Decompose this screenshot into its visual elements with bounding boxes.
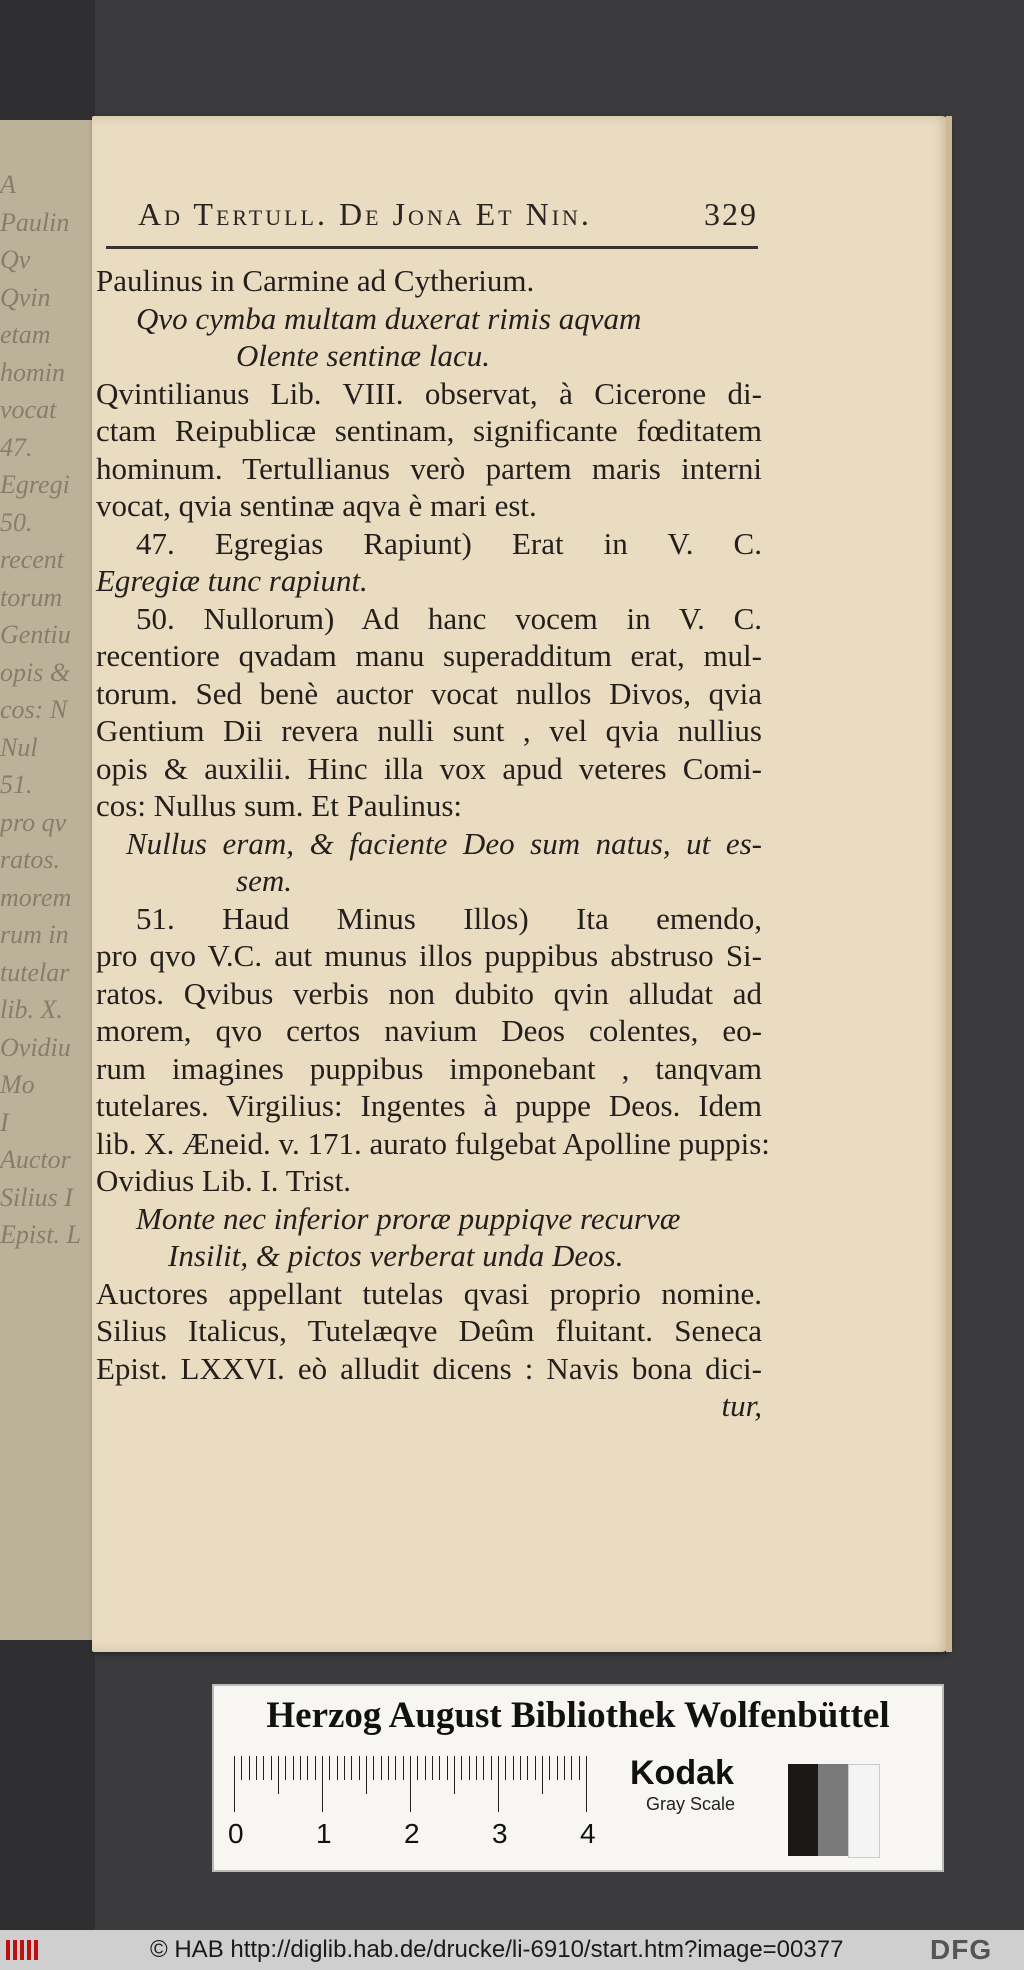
ruler-tick xyxy=(388,1756,389,1780)
ruler-number: 0 xyxy=(228,1818,244,1849)
color-target-card xyxy=(212,1684,944,1872)
text-line: Paulinus in Carmine ad Cytherium. xyxy=(96,263,535,298)
previous-page-text: 47. xyxy=(0,432,33,462)
text-line: 50. Nullorum) Ad hanc vocem in V. C. xyxy=(136,600,762,636)
text-line: hominum. Tertullianus verò partem maris interni xyxy=(96,450,762,486)
body-text xyxy=(96,262,770,1425)
library-name: Herzog August Bibliothek Wolfenbüttel xyxy=(266,1695,890,1736)
previous-page-text: cos: N xyxy=(0,695,68,724)
text-line: Nullus eram, & faciente Deo sum natus, ut es- xyxy=(126,825,762,861)
ruler-tick xyxy=(249,1756,250,1780)
ruler-tick xyxy=(586,1756,587,1812)
page-number: 329 xyxy=(704,196,758,232)
ruler-tick xyxy=(329,1756,330,1780)
previous-page-text: pro qv xyxy=(0,807,67,837)
text-line: morem, qvo certos navium Deos colentes, eo- xyxy=(96,1013,762,1048)
ruler-tick xyxy=(579,1756,580,1780)
text-line: Ovidius Lib. I. Trist. xyxy=(96,1163,351,1198)
ruler-tick xyxy=(351,1756,352,1780)
text-line: Monte nec inferior proræ puppiqve recurvæ xyxy=(136,1200,681,1236)
previous-page-text: recent xyxy=(0,545,64,574)
previous-page-text: Egregi xyxy=(0,470,70,499)
previous-page-text: 50. xyxy=(0,507,33,537)
ruler-tick xyxy=(520,1756,521,1780)
ruler-tick xyxy=(234,1756,235,1812)
text-line: sem. xyxy=(236,863,292,898)
text-line: lib. X. Æneid. v. 171. aurato fulgebat Apolline puppis: xyxy=(96,1125,770,1161)
ruler-tick xyxy=(293,1756,294,1780)
previous-page-text: Silius I xyxy=(0,1182,73,1212)
scale-ruler xyxy=(234,1756,614,1812)
white-swatch xyxy=(848,1764,880,1858)
kodak-logo: Kodak xyxy=(630,1754,734,1792)
running-title: Ad Tertull. De Jona Et Nin. xyxy=(138,196,592,232)
previous-page-text: lib. X. xyxy=(0,995,63,1024)
ruler-tick xyxy=(366,1756,367,1794)
ruler-tick xyxy=(505,1756,506,1780)
ruler-tick xyxy=(395,1756,396,1780)
previous-page-text: Ovidiu xyxy=(0,1032,71,1062)
page-fore-edge xyxy=(946,116,952,1652)
ruler-number: 1 xyxy=(316,1818,332,1849)
ruler-tick xyxy=(241,1756,242,1780)
ruler-tick xyxy=(381,1756,382,1780)
black-swatch xyxy=(788,1764,818,1856)
ruler-tick xyxy=(527,1756,528,1780)
text-line: rum imagines puppibus imponebant , tanqvam xyxy=(96,1050,762,1086)
text-line: ratos. Qvibus verbis non dubito qvin alludat ad xyxy=(96,975,762,1011)
ruler-tick xyxy=(542,1756,543,1794)
ruler-tick xyxy=(271,1756,272,1780)
previous-page-text: 51. xyxy=(0,770,33,799)
text-line: pro qvo V.C. aut munus illos puppibus abstruso Si- xyxy=(96,938,762,973)
previous-page-text: etam xyxy=(0,320,51,349)
ruler-number: 3 xyxy=(492,1818,508,1849)
text-line: tur, xyxy=(721,1388,762,1423)
ruler-tick xyxy=(483,1756,484,1780)
ruler-tick xyxy=(476,1756,477,1780)
previous-page-text: morem xyxy=(0,882,72,912)
text-line: torum. Sed benè auctor vocat nullos Divos, qvia xyxy=(96,675,762,711)
previous-page-text: I xyxy=(0,1107,9,1137)
text-line: Gentium Dii revera nulli sunt , vel qvia nullius xyxy=(96,713,762,748)
text-line: Silius Italicus, Tutelæqve Deûm fluitant. Seneca xyxy=(96,1313,762,1348)
gray-swatch xyxy=(818,1764,848,1856)
ruler-tick xyxy=(513,1756,514,1780)
ruler-tick xyxy=(410,1756,411,1812)
ruler-tick xyxy=(571,1756,572,1780)
ruler-tick xyxy=(549,1756,550,1780)
text-line: Olente sentinæ lacu. xyxy=(236,338,490,373)
ruler-tick xyxy=(322,1756,323,1812)
text-line: recentiore qvadam manu superadditum erat, mul- xyxy=(96,638,762,673)
ruler-tick xyxy=(498,1756,499,1812)
text-line: tutelares. Virgilius: Ingentes à puppe Deos. Idem xyxy=(96,1088,762,1123)
ruler-tick xyxy=(256,1756,257,1780)
text-line: Insilit, & pictos verberat unda Deos. xyxy=(168,1238,624,1273)
text-line: Qvo cymba multam duxerat rimis aqvam xyxy=(136,300,642,336)
dfg-logo: DFG xyxy=(930,1934,993,1965)
ruler-tick xyxy=(403,1756,404,1780)
ruler-tick xyxy=(337,1756,338,1780)
ruler-tick xyxy=(564,1756,565,1780)
ruler-tick xyxy=(557,1756,558,1780)
text-line: 47. Egregias Rapiunt) Erat in V. C. xyxy=(136,525,762,561)
ruler-tick xyxy=(447,1756,448,1780)
previous-page-text: ratos. xyxy=(0,845,60,874)
ruler-tick xyxy=(278,1756,279,1794)
ruler-tick xyxy=(373,1756,374,1780)
previous-page-text: A xyxy=(0,170,16,199)
previous-page-text: opis & xyxy=(0,657,71,687)
previous-page-text: Auctor xyxy=(0,1145,71,1174)
text-line: 51. Haud Minus Illos) Ita emendo, xyxy=(136,900,762,936)
previous-page-edge xyxy=(0,120,100,1640)
header-rule xyxy=(106,246,758,249)
hab-logo-icon xyxy=(6,1937,46,1963)
ruler-tick xyxy=(491,1756,492,1780)
ruler-tick xyxy=(315,1756,316,1780)
ruler-tick xyxy=(359,1756,360,1780)
previous-page-text: rum in xyxy=(0,920,69,949)
previous-page-text: tutelar xyxy=(0,957,70,987)
ruler-tick xyxy=(285,1756,286,1780)
ruler-tick xyxy=(454,1756,455,1794)
ruler-tick xyxy=(439,1756,440,1780)
source-url[interactable]: © HAB http://diglib.hab.de/drucke/li-6910/start.htm?image=00377 xyxy=(150,1936,844,1963)
text-line: Epist. LXXVI. eò alludit dicens : Navis bona dici- xyxy=(96,1350,762,1386)
previous-page-text: Gentiu xyxy=(0,620,71,649)
ruler-tick xyxy=(263,1756,264,1780)
ruler-tick xyxy=(300,1756,301,1780)
previous-page-text: Nul xyxy=(0,732,38,762)
text-line: Auctores appellant tutelas qvasi proprio nomine. xyxy=(96,1275,762,1311)
ruler-tick xyxy=(344,1756,345,1780)
footer-bar xyxy=(0,1930,1024,1970)
previous-page-text: vocat xyxy=(0,395,57,424)
text-line: cos: Nullus sum. Et Paulinus: xyxy=(96,788,462,823)
previous-page-text: Paulin xyxy=(0,207,70,237)
previous-page-text: torum xyxy=(0,582,63,612)
ruler-tick xyxy=(535,1756,536,1780)
text-line: Egregiæ tunc rapiunt. xyxy=(96,563,368,598)
text-line: ctam Reipublicæ sentinam, significante fœditatem xyxy=(96,413,762,448)
text-line: Qvintilianus Lib. VIII. observat, à Cicerone di- xyxy=(96,375,762,411)
previous-page-text: Qv xyxy=(0,245,31,274)
ruler-tick xyxy=(432,1756,433,1780)
ruler-tick xyxy=(417,1756,418,1780)
ruler-number: 2 xyxy=(404,1818,420,1849)
previous-page-text: Qvin xyxy=(0,282,51,312)
ruler-tick xyxy=(461,1756,462,1780)
text-line: opis & auxilii. Hinc illa vox apud veteres Comi- xyxy=(96,750,762,786)
ruler-tick xyxy=(469,1756,470,1780)
ruler-tick xyxy=(425,1756,426,1780)
text-line: vocat, qvia sentinæ aqva è mari est. xyxy=(96,488,537,523)
running-header xyxy=(138,196,758,233)
previous-page-text: Epist. L xyxy=(0,1220,81,1249)
previous-page-text: Mo xyxy=(0,1070,35,1099)
gray-scale-label: Gray Scale xyxy=(646,1794,736,1814)
previous-page-text: homin xyxy=(0,357,65,387)
ruler-number: 4 xyxy=(580,1818,596,1849)
ruler-tick xyxy=(307,1756,308,1780)
